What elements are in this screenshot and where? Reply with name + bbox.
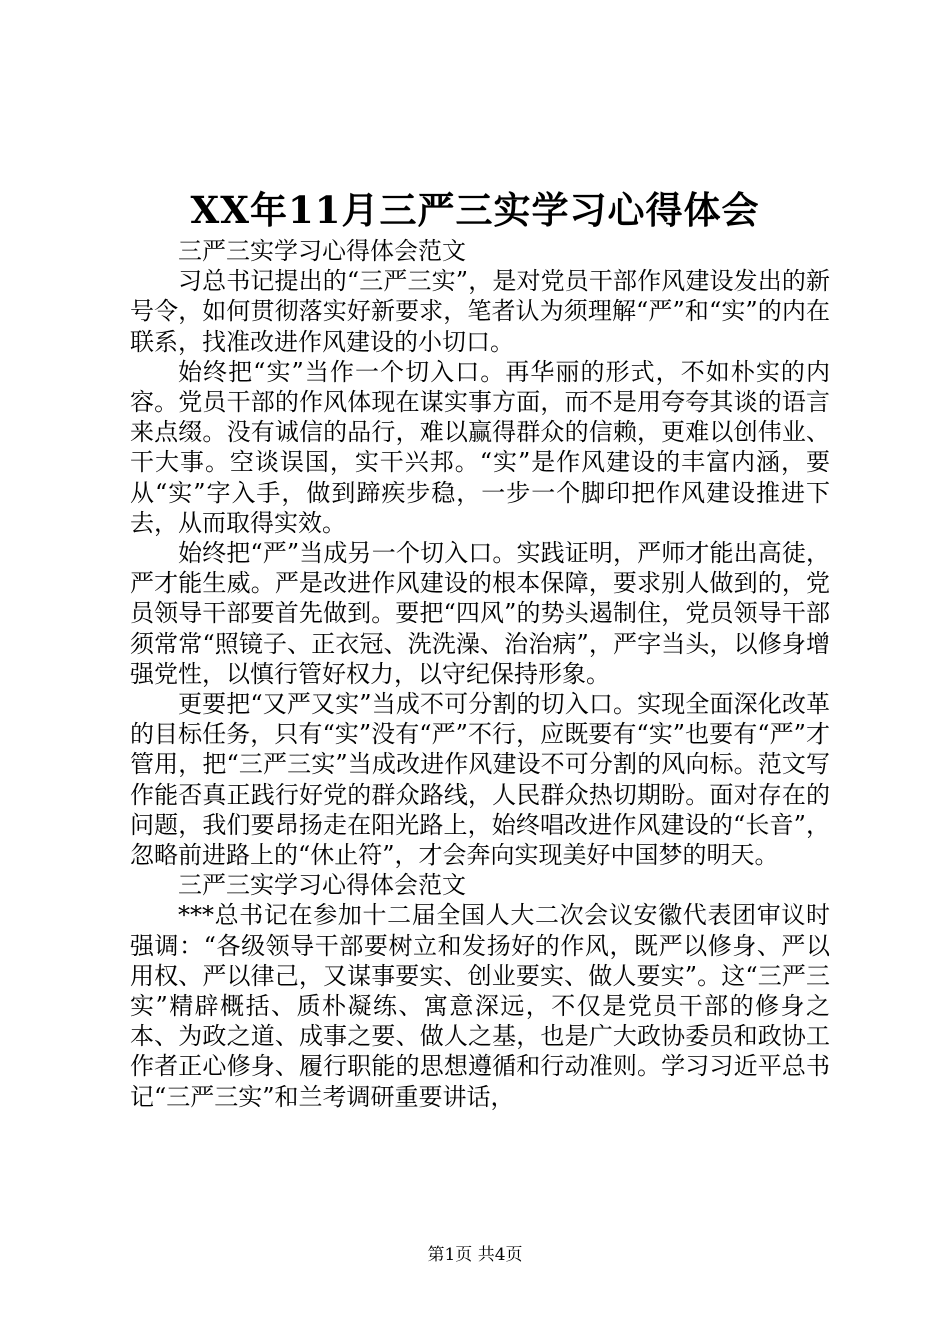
document-title: XX年11月三严三实学习心得体会 <box>190 188 760 232</box>
paragraph-4: 更要把“又严又实”当成不可分割的切入口。实现全面深化改革的目标任务，只有“实”没有“严”不行，应既要有“实”也要有“严”才管用，把“三严三实”当成改进作风建设不可分割的风向标。范文写作能否真正践行好党的群众路线，人民群众热切期盼。面对存在的问题，我们要昂扬走在阳光路上，始终唱改进作风建设的“长音”，忽略前进路上的“休止符”，才会奔向实现美好中国梦的明天。 <box>130 690 830 870</box>
paragraph-5: ***总书记在参加十二届全国人大二次会议安徽代表团审议时强调：“各级领导干部要树立和发扬好的作风，既严以修身、严以用权、严以律己，又谋事要实、创业要实、做人要实”。这“三严三实”精辟概括、质朴凝练、寓意深远，不仅是党员干部的修身之本、为政之道、成事之要、做人之基，也是广大政协委员和政协工作者正心修身、履行职能的思想遵循和行动准则。学习习近平总书记“三严三实”和兰考调研重要讲话， <box>130 901 830 1111</box>
page-footer: 第1页 共4页 <box>427 1245 523 1265</box>
paragraph-3: 始终把“严”当成另一个切入口。实践证明，严师才能出高徒，严才能生威。严是改进作风建设的根本保障，要求别人做到的，党员领导干部要首先做到。要把“四风”的势头遏制住，党员领导干部须常常“照镜子、正衣冠、洗洗澡、治治病”，严字当头，以修身增强党性，以慎行管好权力，以守纪保持形象。 <box>130 539 830 688</box>
section-heading-2: 三严三实学习心得体会范文 <box>178 871 466 900</box>
document-body <box>130 236 830 1112</box>
paragraph-1: 习总书记提出的“三严三实”，是对党员干部作风建设发出的新号令，如何贯彻落实好新要求，笔者认为须理解“严”和“实”的内在联系，找准改进作风建设的小切口。 <box>130 267 830 356</box>
section-heading-1: 三严三实学习心得体会范文 <box>178 237 466 265</box>
paragraph-2: 始终把“实”当作一个切入口。再华丽的形式，不如朴实的内容。党员干部的作风体现在谋实事方面，而不是用夸夸其谈的语言来点缀。没有诚信的品行，难以赢得群众的信赖，更难以创伟业、干大事。空谈误国，实干兴邦。“实”是作风建设的丰富内涵，要从“实”字入手，做到蹄疾步稳，一步一个脚印把作风建设推进下去，从而取得实效。 <box>130 357 830 537</box>
